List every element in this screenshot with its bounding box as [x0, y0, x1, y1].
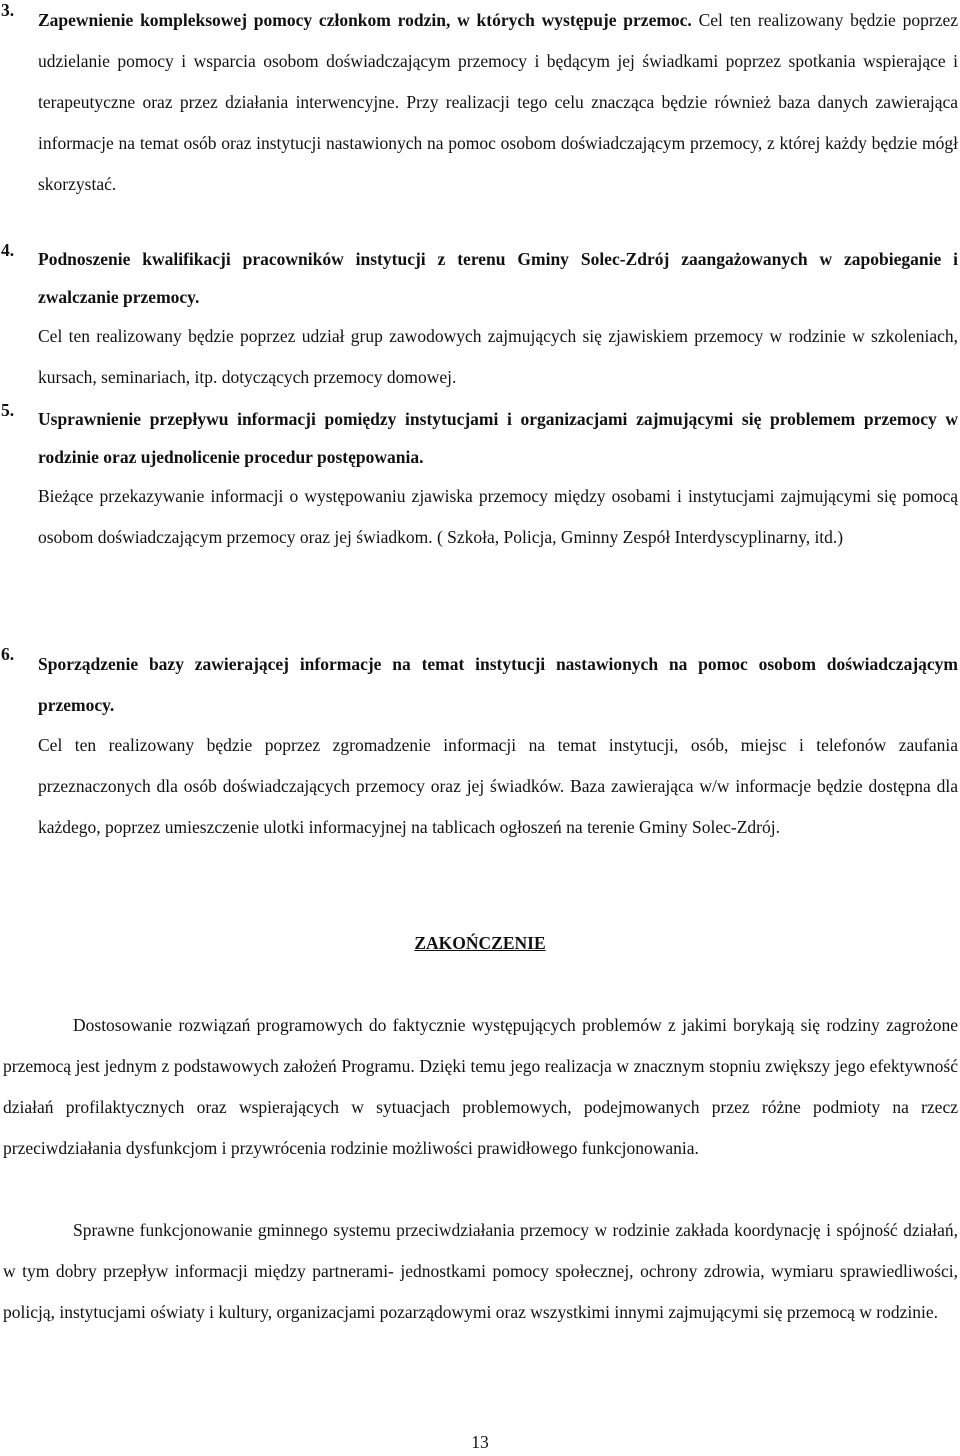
list-item-4 [1, 240, 958, 398]
item-number: 5. [1, 400, 15, 420]
item-body: Cel ten realizowany będzie poprzez zgromadzenie informacji na temat instytucji, osób, miejsc i telefonów zaufania przeznaczonych dla osób doświadczających przemocy oraz jej świadków. Baza zawierająca w/w informacje będzie dostępna dla każdego, poprzez umieszczenie ulotki informacyjnej na tablicach ogłoszeń na terenie Gminy Solec-Zdrój. [38, 735, 958, 837]
list-item-5 [1, 400, 958, 558]
page-number: 13 [471, 1432, 489, 1452]
item-heading: Zapewnienie kompleksowej pomocy członkom rodzin, w których występuje przemoc. [38, 10, 692, 30]
item-heading: Usprawnienie przepływu informacji pomiędzy instytucjami i organizacjami zajmującymi się problemem przemocy w rodzinie oraz ujednolicenie procedur postępowania. [38, 409, 958, 467]
item-number: 6. [1, 644, 15, 664]
item-body: Bieżące przekazywanie informacji o występowaniu zjawiska przemocy między osobami i instytucjami zajmującymi się pomocą osobom doświadczającym przemocy oraz jej świadkom. ( Szkoła, Policja, Gminny Zespół Interdyscyplinarny, itd.) [38, 486, 958, 547]
item-heading: Podnoszenie kwalifikacji pracowników instytucji z terenu Gminy Solec-Zdrój zaangażowanych w zapobieganie i zwalczanie przemocy. [38, 249, 958, 307]
item-heading: Sporządzenie bazy zawierającej informacje na temat instytucji nastawionych na pomoc osobom doświadczającym przemocy. [38, 654, 958, 715]
list-item-3 [1, 0, 958, 205]
closing-paragraph-1: Dostosowanie rozwiązań programowych do faktycznie występujących problemów z jakimi borykają się rodziny zagrożone przemocą jest jednym z podstawowych założeń Programu. Dzięki temu jego realizacja w znacznym stopniu zwiększy jego efektywność działań profilaktycznych oraz wspierających w sytuacjach problemowych, podejmowanych przez różne podmioty na rzecz przeciwdziałania dysfunkcjom i przywrócenia rodzinie możliwości prawidłowego funkcjonowania. [3, 1015, 958, 1158]
item-number: 4. [1, 240, 15, 260]
item-body: Cel ten realizowany będzie poprzez udzielanie pomocy i wsparcia osobom doświadczającym przemocy i będącym jej świadkami poprzez spotkania wspierające i terapeutyczne oraz przez działania interwencyjne. Przy realizacji tego celu znacząca będzie również baza danych zawierająca informacje na temat osób oraz instytucji nastawionych na pomoc osobom doświadczającym przemocy, z której każdy będzie mógł skorzystać. [38, 10, 958, 194]
list-item-6 [1, 644, 958, 848]
item-number: 3. [1, 0, 15, 20]
closing-paragraph-2: Sprawne funkcjonowanie gminnego systemu przeciwdziałania przemocy w rodzinie zakłada koordynację i spójność działań, w tym dobry przepływ informacji między partnerami- jednostkami pomocy społecznej, ochrony zdrowia, wymiaru sprawiedliwości, policją, instytucjami oświaty i kultury, organizacjami pozarządowymi oraz wszystkimi innymi zajmującymi się przemocą w rodzinie. [3, 1220, 958, 1322]
item-paragraph [38, 0, 958, 205]
item-body: Cel ten realizowany będzie poprzez udział grup zawodowych zajmujących się zjawiskiem przemocy w rodzinie w szkoleniach, kursach, seminariach, itp. dotyczących przemocy domowej. [38, 326, 958, 387]
section-title: ZAKOŃCZENIE [414, 933, 546, 953]
